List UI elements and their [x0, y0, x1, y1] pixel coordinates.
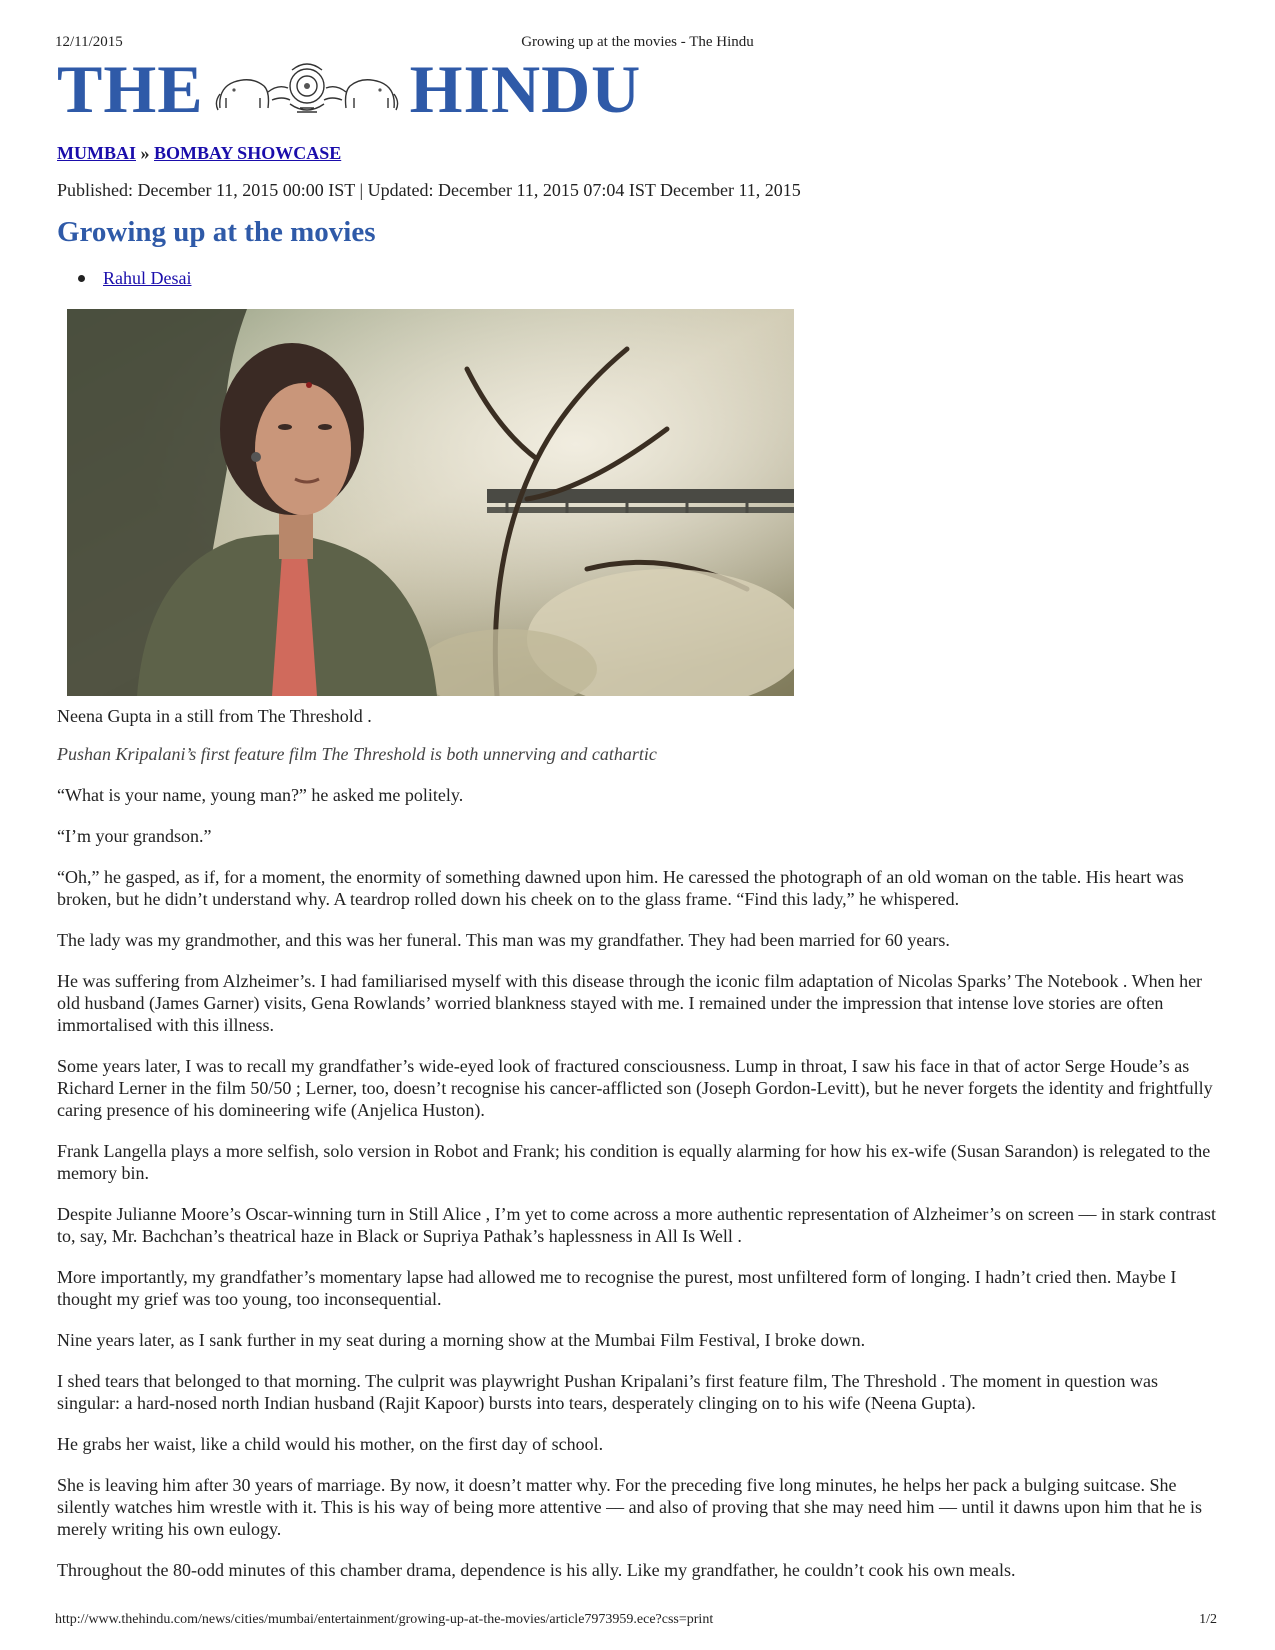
- author-link[interactable]: Rahul Desai: [103, 268, 192, 288]
- masthead-word-the: THE: [57, 51, 204, 127]
- article-paragraph: “Oh,” he gasped, as if, for a moment, the enormity of something dawned upon him. He caressed the photograph of an old woman on the table. His heart was broken, but he didn’t understand why. A teardrop rolled down his cheek on to the glass frame. “Find this lady,” he whispered.: [57, 867, 1184, 909]
- article-paragraph: Throughout the 80-odd minutes of this chamber drama, dependence is his ally. Like my grandfather, he couldn’t cook his own meals.: [57, 1560, 1016, 1580]
- author-byline: [78, 268, 191, 289]
- article-paragraph: He was suffering from Alzheimer’s. I had familiarised myself with this disease through the iconic film adaptation of Nicolas Sparks’ The Notebook . When her old husband (James Garner) visits, Gena Rowlands’ worried blankness stayed with me. I remained under the impression that intense love stories are often immortalised with this illness.: [57, 971, 1203, 1035]
- breadcrumb-link-bombay-showcase[interactable]: BOMBAY SHOWCASE: [154, 143, 342, 163]
- bullet-icon: [78, 275, 85, 282]
- photo-caption: Neena Gupta in a still from The Threshold .: [57, 706, 372, 726]
- article-paragraph: I shed tears that belonged to that morning. The culprit was playwright Pushan Kripalani’s first feature film, The Threshold . The moment in question was singular: a hard-nosed north Indian husband (Rajit Kapoor) bursts into tears, desperately clinging on to his wife (Neena Gupta).: [57, 1371, 1158, 1413]
- emblem-icon: [212, 58, 402, 120]
- article-headline: Growing up at the movies: [57, 216, 376, 248]
- print-page-title: Growing up at the movies - The Hindu: [521, 34, 754, 50]
- article-paragraph: Nine years later, as I sank further in my seat during a morning show at the Mumbai Film Festival, I broke down.: [57, 1330, 866, 1350]
- article-paragraph: Despite Julianne Moore’s Oscar-winning turn in Still Alice , I’m yet to come across a more authentic representation of Alzheimer’s on screen –– in stark contrast to, say, Mr. Bachchan’s theatrical haze in Black or Supriya Pathak’s haplessness in All Is Well .: [57, 1204, 1216, 1246]
- print-footer-url: http://www.thehindu.com/news/cities/mumbai/entertainment/growing-up-at-the-movies/article7973959.ece?css=print: [55, 1612, 714, 1627]
- article-standfirst: Pushan Kripalani’s first feature film The Threshold is both unnerving and cathartic: [57, 744, 657, 764]
- article-paragraph: She is leaving him after 30 years of marriage. By now, it doesn’t matter why. For the preceding five long minutes, he helps her pack a bulging suitcase. She silently watches him wrestle with it. This is his way of being more attentive –– and also of proving that she may need him –– until it dawns upon him that he is merely writing his own eulogy.: [57, 1475, 1202, 1539]
- masthead-logo[interactable]: [57, 51, 642, 127]
- article-paragraph: Frank Langella plays a more selfish, solo version in Robot and Frank; his condition is equally alarming for how his ex-wife (Susan Sarandon) is relegated to the memory bin.: [57, 1141, 1211, 1183]
- article-paragraph: Some years later, I was to recall my grandfather’s wide-eyed look of fractured consciousness. Lump in throat, I saw his face in that of actor Serge Houde’s as Richard Lerner in the film 50/50 ; Lerner, too, doesn’t recognise his cancer-afflicted son (Joseph Gordon-Levitt), but he never forgets the identity and frightfully caring presence of his domineering wife (Anjelica Huston).: [57, 1056, 1213, 1120]
- article-paragraph: The lady was my grandmother, and this was her funeral. This man was my grandfather. They had been married for 60 years.: [57, 930, 950, 950]
- published-date-line: Published: December 11, 2015 00:00 IST | Updated: December 11, 2015 07:04 IST December 11, 2015: [57, 180, 801, 200]
- breadcrumb-link-mumbai[interactable]: MUMBAI: [57, 143, 136, 163]
- masthead-word-hindu: HINDU: [409, 51, 642, 127]
- article-paragraph: More importantly, my grandfather’s momentary lapse had allowed me to recognise the purest, most unfiltered form of longing. I hadn’t cried then. Maybe I thought my grief was too young, too inconsequential.: [57, 1267, 1177, 1309]
- article-paragraph: “What is your name, young man?” he asked me politely.: [57, 785, 464, 805]
- article-body: [57, 784, 1222, 1600]
- print-page-number: 1/2: [1199, 1612, 1217, 1627]
- article-photo: [67, 309, 794, 696]
- article-paragraph: “I’m your grandson.”: [57, 826, 212, 846]
- breadcrumb-separator: »: [140, 143, 150, 163]
- article-paragraph: He grabs her waist, like a child would his mother, on the first day of school.: [57, 1434, 604, 1454]
- print-date: 12/11/2015: [55, 34, 123, 50]
- breadcrumb: [57, 143, 341, 164]
